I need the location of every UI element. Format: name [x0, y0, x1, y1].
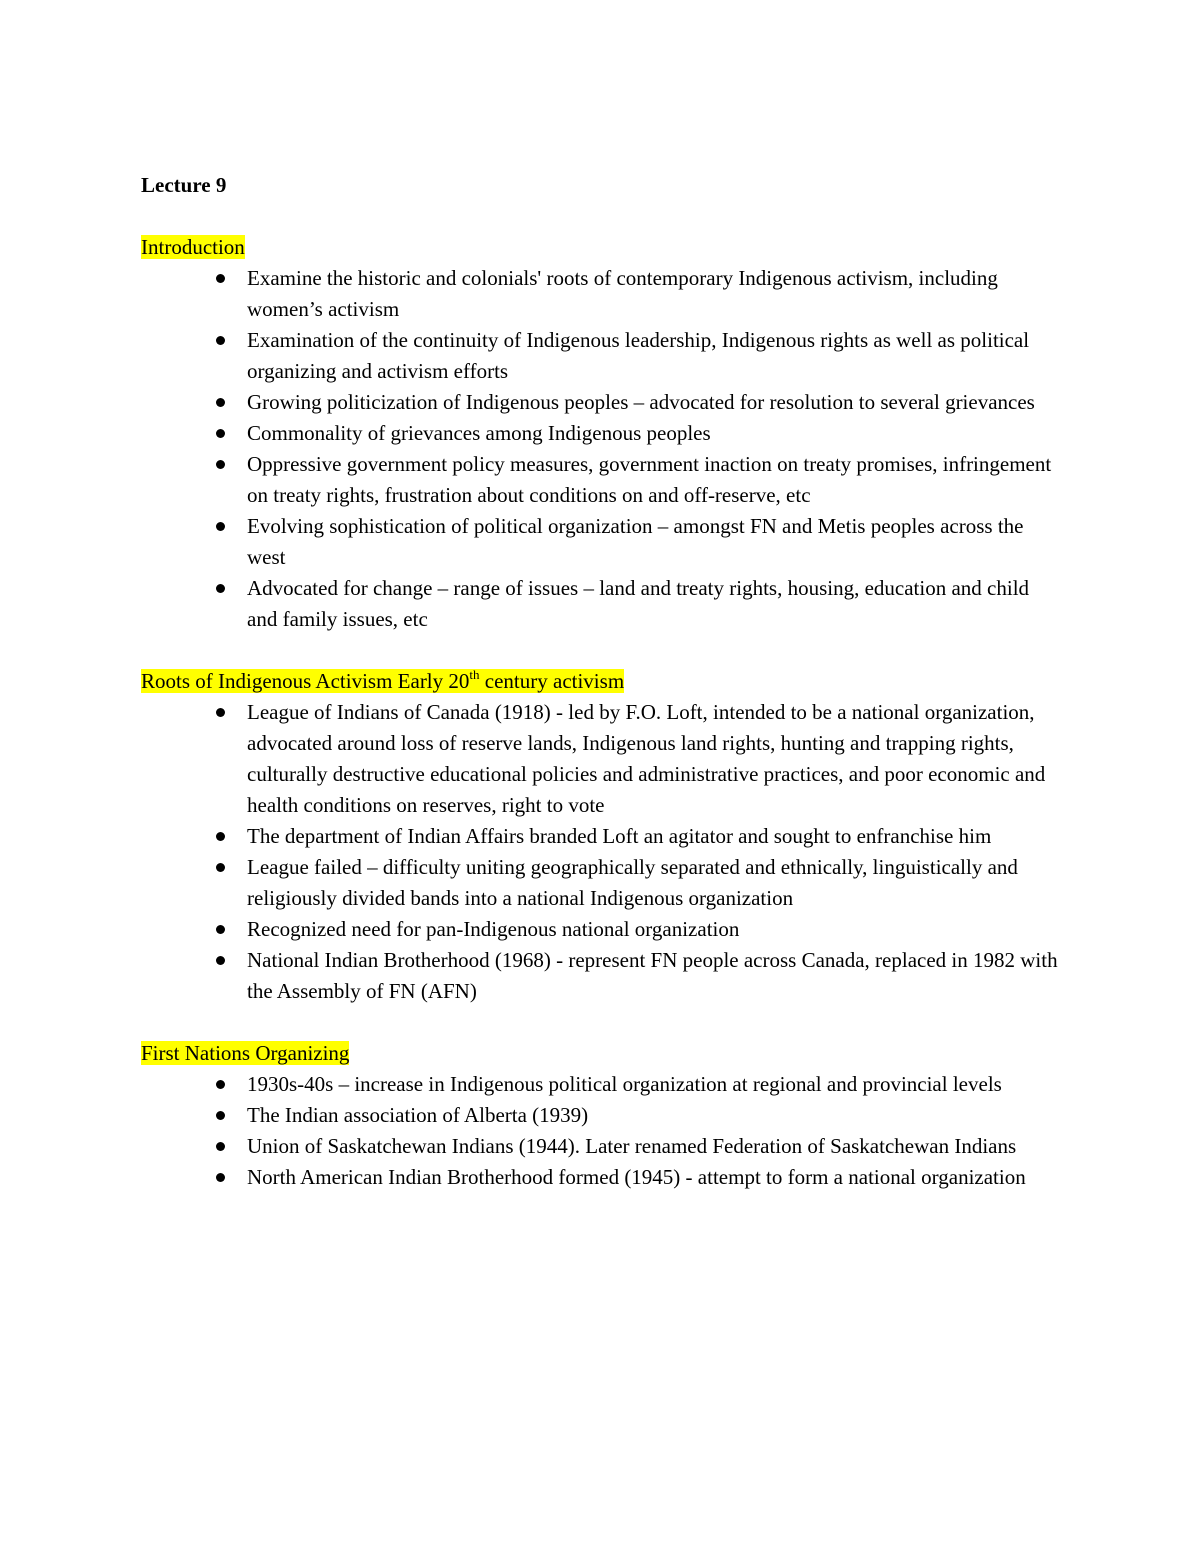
section-first-nations-organizing — [141, 1038, 1061, 1193]
section-roots-of-activism — [141, 666, 1061, 1007]
list-item-text: North American Indian Brotherhood formed (1945) - attempt to form a national organization — [247, 1165, 1026, 1189]
section-heading-line — [141, 666, 1061, 697]
bullet-icon — [216, 863, 225, 872]
list-item — [247, 852, 1061, 914]
list-item-text: National Indian Brotherhood (1968) - represent FN people across Canada, replaced in 1982 with the Assembly of FN (AFN) — [247, 948, 1058, 1003]
list-item-text: Oppressive government policy measures, government inaction on treaty promises, infringement on treaty rights, frustration about conditions on and off-reserve, etc — [247, 452, 1052, 507]
list-item — [247, 1131, 1061, 1162]
list-item-text: Union of Saskatchewan Indians (1944). Later renamed Federation of Saskatchewan Indians — [247, 1134, 1017, 1158]
list-item — [247, 1162, 1061, 1193]
list-item — [247, 387, 1061, 418]
list-item — [247, 573, 1061, 635]
bullet-icon — [216, 1142, 225, 1151]
list-item-text: The Indian association of Alberta (1939) — [247, 1103, 589, 1127]
list-item-text: Advocated for change – range of issues – land and treaty rights, housing, education and child and family issues, etc — [247, 576, 1030, 631]
bullet-icon — [216, 832, 225, 841]
section-heading-line — [141, 1038, 1061, 1069]
list-item-text: 1930s-40s – increase in Indigenous political organization at regional and provincial levels — [247, 1072, 1002, 1096]
list-item — [247, 1069, 1061, 1100]
bullet-icon — [216, 336, 225, 345]
list-item-text: Evolving sophistication of political organization – amongst FN and Metis peoples across the west — [247, 514, 1024, 569]
heading-superscript: th — [469, 667, 480, 682]
section-heading-introduction: Introduction — [141, 235, 245, 259]
bullet-icon — [216, 584, 225, 593]
list-item — [247, 821, 1061, 852]
list-item — [247, 325, 1061, 387]
list-item-text: League of Indians of Canada (1918) - led by F.O. Loft, intended to be a national organization, advocated around loss of reserve lands, Indigenous land rights, hunting and trapping rights, culturally destructive educational policies and administrative practices, and poor economic and health conditions on reserves, right to vote — [247, 700, 1046, 817]
list-item — [247, 1100, 1061, 1131]
bullet-icon — [216, 1080, 225, 1089]
bullet-list-introduction — [141, 263, 1061, 635]
bullet-icon — [216, 398, 225, 407]
page-title: Lecture 9 — [141, 173, 227, 197]
section-introduction — [141, 232, 1061, 635]
list-item — [247, 914, 1061, 945]
bullet-icon — [216, 1173, 225, 1182]
bullet-icon — [216, 460, 225, 469]
list-item-text: League failed – difficulty uniting geographically separated and ethnically, linguistically and religiously divided bands into a national Indigenous organization — [247, 855, 1018, 910]
list-item-text: Examination of the continuity of Indigenous leadership, Indigenous rights as well as political organizing and activism efforts — [247, 328, 1030, 383]
section-heading-line — [141, 232, 1061, 263]
list-item-text: Commonality of grievances among Indigenous peoples — [247, 421, 711, 445]
bullet-list-first-nations — [141, 1069, 1061, 1193]
list-item-text: The department of Indian Affairs branded Loft an agitator and sought to enfranchise him — [247, 824, 992, 848]
list-item-text: Examine the historic and colonials' roots of contemporary Indigenous activism, including women’s activism — [247, 266, 998, 321]
bullet-icon — [216, 522, 225, 531]
list-item — [247, 263, 1061, 325]
list-item-text: Growing politicization of Indigenous peoples – advocated for resolution to several grievances — [247, 390, 1035, 414]
bullet-icon — [216, 1111, 225, 1120]
bullet-icon — [216, 708, 225, 717]
bullet-icon — [216, 429, 225, 438]
heading-text-end: century activism — [479, 669, 625, 693]
list-item — [247, 945, 1061, 1007]
list-item — [247, 697, 1061, 821]
document-body — [141, 170, 1061, 1224]
list-item — [247, 418, 1061, 449]
bullet-icon — [216, 956, 225, 965]
section-heading-first-nations: First Nations Organizing — [141, 1041, 350, 1065]
list-item-text: Recognized need for pan-Indigenous national organization — [247, 917, 740, 941]
heading-text-start: Roots of Indigenous Activism Early 20 — [141, 669, 470, 693]
bullet-icon — [216, 925, 225, 934]
list-item — [247, 511, 1061, 573]
section-heading-roots — [141, 669, 624, 693]
bullet-list-roots — [141, 697, 1061, 1007]
bullet-icon — [216, 274, 225, 283]
list-item — [247, 449, 1061, 511]
